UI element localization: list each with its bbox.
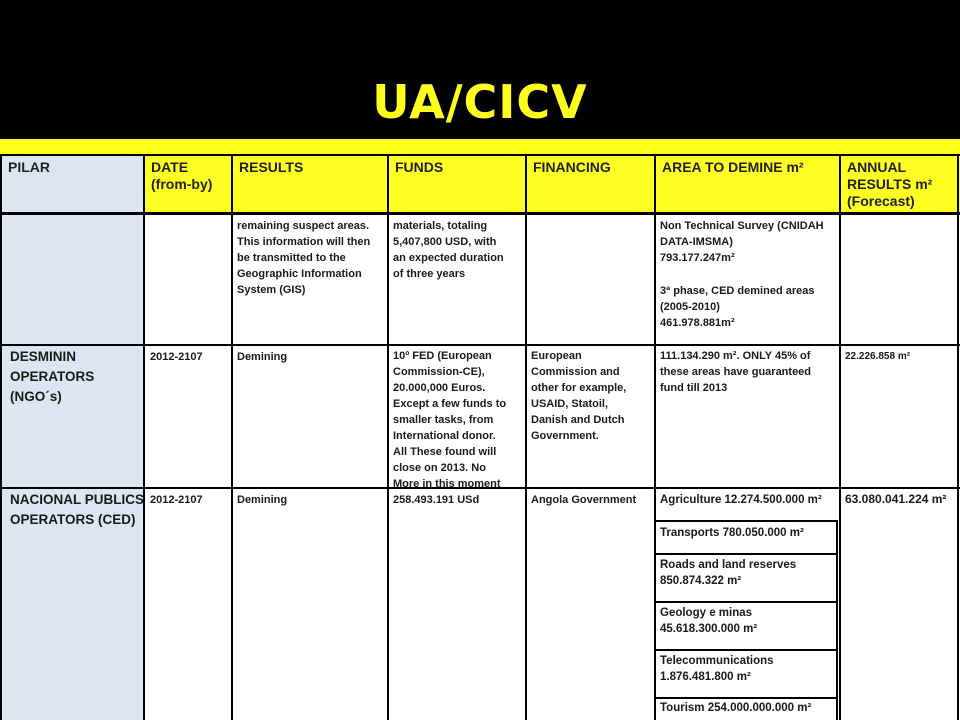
- header-area: AREA TO DEMINE m²: [656, 154, 839, 213]
- row-line: [0, 154, 960, 156]
- ngo-area: 111.134.290 m². ONLY 45% of these areas have guaranteed fund till 2013: [660, 350, 812, 394]
- col-line: [839, 154, 841, 720]
- col-line: [231, 154, 233, 720]
- header-date: DATE (from-by): [145, 154, 231, 213]
- header-pilar: [2, 154, 143, 213]
- header-financing: FINANCING: [527, 154, 654, 213]
- ngo-pilar: DESMININ OPERATORS (NGO´s): [10, 349, 95, 404]
- ced-area-item: Agriculture 12.274.500.000 m²: [660, 494, 822, 506]
- ngo-financing: European Commission and other for example, USAID, Statoil, Danish and Dutch Government.: [531, 350, 627, 442]
- ced-area-item: Roads and land reserves 850.874.322 m²: [660, 559, 797, 587]
- ced-funds: 258.493.191 USd: [393, 494, 480, 506]
- title-divider: [0, 139, 960, 154]
- ngo-funds: 10º FED (European Commission-CE), 20.000,000 Euros. Except a few funds to smaller tasks, from International donor. All These found will close on 2013. No More in this moment: [393, 350, 507, 490]
- col-line: [0, 154, 2, 720]
- header-funds: FUNDS: [389, 154, 525, 213]
- ced-results: Demining: [237, 494, 288, 506]
- header-results: RESULTS: [233, 154, 387, 213]
- cont-area-survey: Non Technical Survey (CNIDAH DATA-IMSMA) 793.177.247m²: [660, 220, 824, 264]
- pilar-column-bg: [0, 154, 143, 720]
- header-annual: ANNUAL RESULTS m² (Forecast): [841, 154, 960, 213]
- ngo-annual: 22.226.858 m²: [845, 351, 911, 362]
- col-line: [143, 154, 145, 720]
- row-line: [0, 213, 960, 215]
- ced-area-item: Tourism 254.000.000.000 m²: [660, 702, 812, 714]
- demining-table: [0, 154, 960, 720]
- ngo-results: Demining: [237, 351, 288, 363]
- ngo-date: 2012-2107: [150, 351, 203, 363]
- ced-area-item: Transports 780.050.000 m²: [660, 527, 804, 539]
- cont-area-phase: 3ª phase, CED demined areas (2005-2010) 461.978.881m²: [660, 285, 815, 329]
- ced-date: 2012-2107: [150, 494, 203, 506]
- col-line: [387, 154, 389, 720]
- cont-funds: materials, totaling 5,407,800 USD, with an expected duration of three years: [393, 220, 504, 280]
- row-line: [0, 344, 960, 346]
- ced-area-item: Telecommunications 1.876.481.800 m²: [660, 655, 774, 683]
- ced-area-item: Geology e minas 45.618.300.000 m²: [660, 607, 758, 635]
- cont-results: remaining suspect areas. This information will then be transmitted to the Geographic Information System (GIS): [237, 220, 371, 296]
- ced-financing: Angola Government: [531, 494, 637, 506]
- slide-title: UA/CICV: [372, 75, 588, 129]
- col-line: [525, 154, 527, 720]
- col-line: [957, 154, 959, 720]
- header-pilar-label: PILAR: [8, 159, 50, 175]
- ced-pilar: NACIONAL PUBLICS OPERATORS (CED): [10, 492, 145, 527]
- ced-annual: 63.080.041.224 m²: [845, 492, 947, 506]
